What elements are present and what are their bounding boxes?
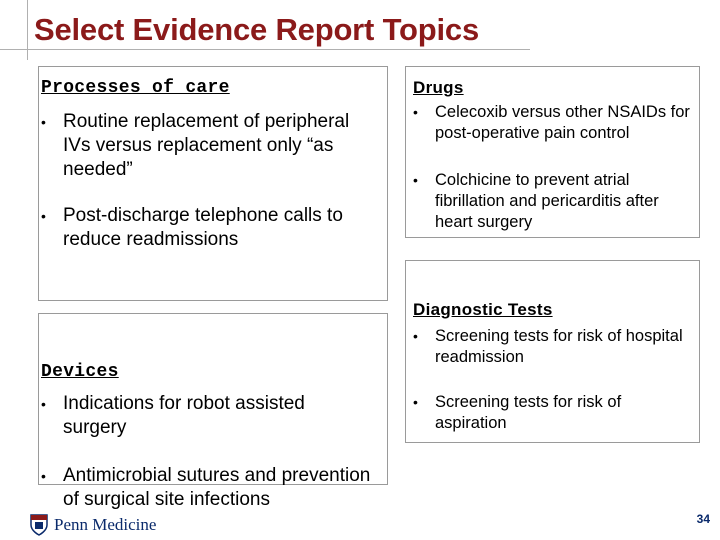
devices-item (41, 464, 391, 512)
processes-item (41, 204, 381, 252)
processes-box (38, 66, 388, 301)
bullet-icon: • (41, 114, 46, 130)
penn-medicine-logo (30, 514, 156, 536)
bullet-icon: • (413, 328, 418, 344)
diagnostic-item (413, 392, 693, 434)
logo-text: Penn Medicine (54, 515, 157, 534)
drugs-item (413, 170, 693, 233)
bullet-icon: • (413, 104, 418, 120)
processes-heading: Processes of care (41, 78, 230, 98)
diagnostic-heading: Diagnostic Tests (413, 300, 553, 319)
bullet-icon: • (41, 468, 46, 484)
devices-item-text: Indications for robot assisted surgery (63, 393, 305, 438)
diagnostic-item (413, 326, 693, 368)
diagnostic-item-text: Screening tests for risk of aspiration (435, 393, 622, 432)
devices-heading: Devices (41, 362, 119, 382)
processes-item-text: Routine replacement of peripheral IVs versus replacement only “as needed” (63, 111, 350, 180)
drugs-item-text: Colchicine to prevent atrial fibrillation and pericarditis after heart surgery (435, 171, 659, 231)
drugs-item (413, 102, 693, 144)
shield-icon (30, 514, 48, 536)
drugs-item-text: Celecoxib versus other NSAIDs for post-operative pain control (435, 103, 690, 142)
diagnostic-item-text: Screening tests for risk of hospital readmission (435, 327, 683, 366)
drugs-heading: Drugs (413, 78, 464, 97)
page-number: 34 (696, 512, 710, 526)
slide-title: Select Evidence Report Topics (34, 12, 479, 47)
bullet-icon: • (413, 172, 418, 188)
bullet-icon: • (41, 208, 46, 224)
processes-item-text: Post-discharge telephone calls to reduce readmissions (63, 205, 343, 250)
processes-item (41, 110, 381, 182)
bullet-icon: • (41, 396, 46, 412)
bullet-icon: • (413, 394, 418, 410)
title-divider-vertical (27, 0, 28, 60)
devices-item (41, 392, 341, 440)
devices-item-text: Antimicrobial sutures and prevention of surgical site infections (63, 465, 371, 510)
title-divider-horizontal (0, 49, 530, 50)
